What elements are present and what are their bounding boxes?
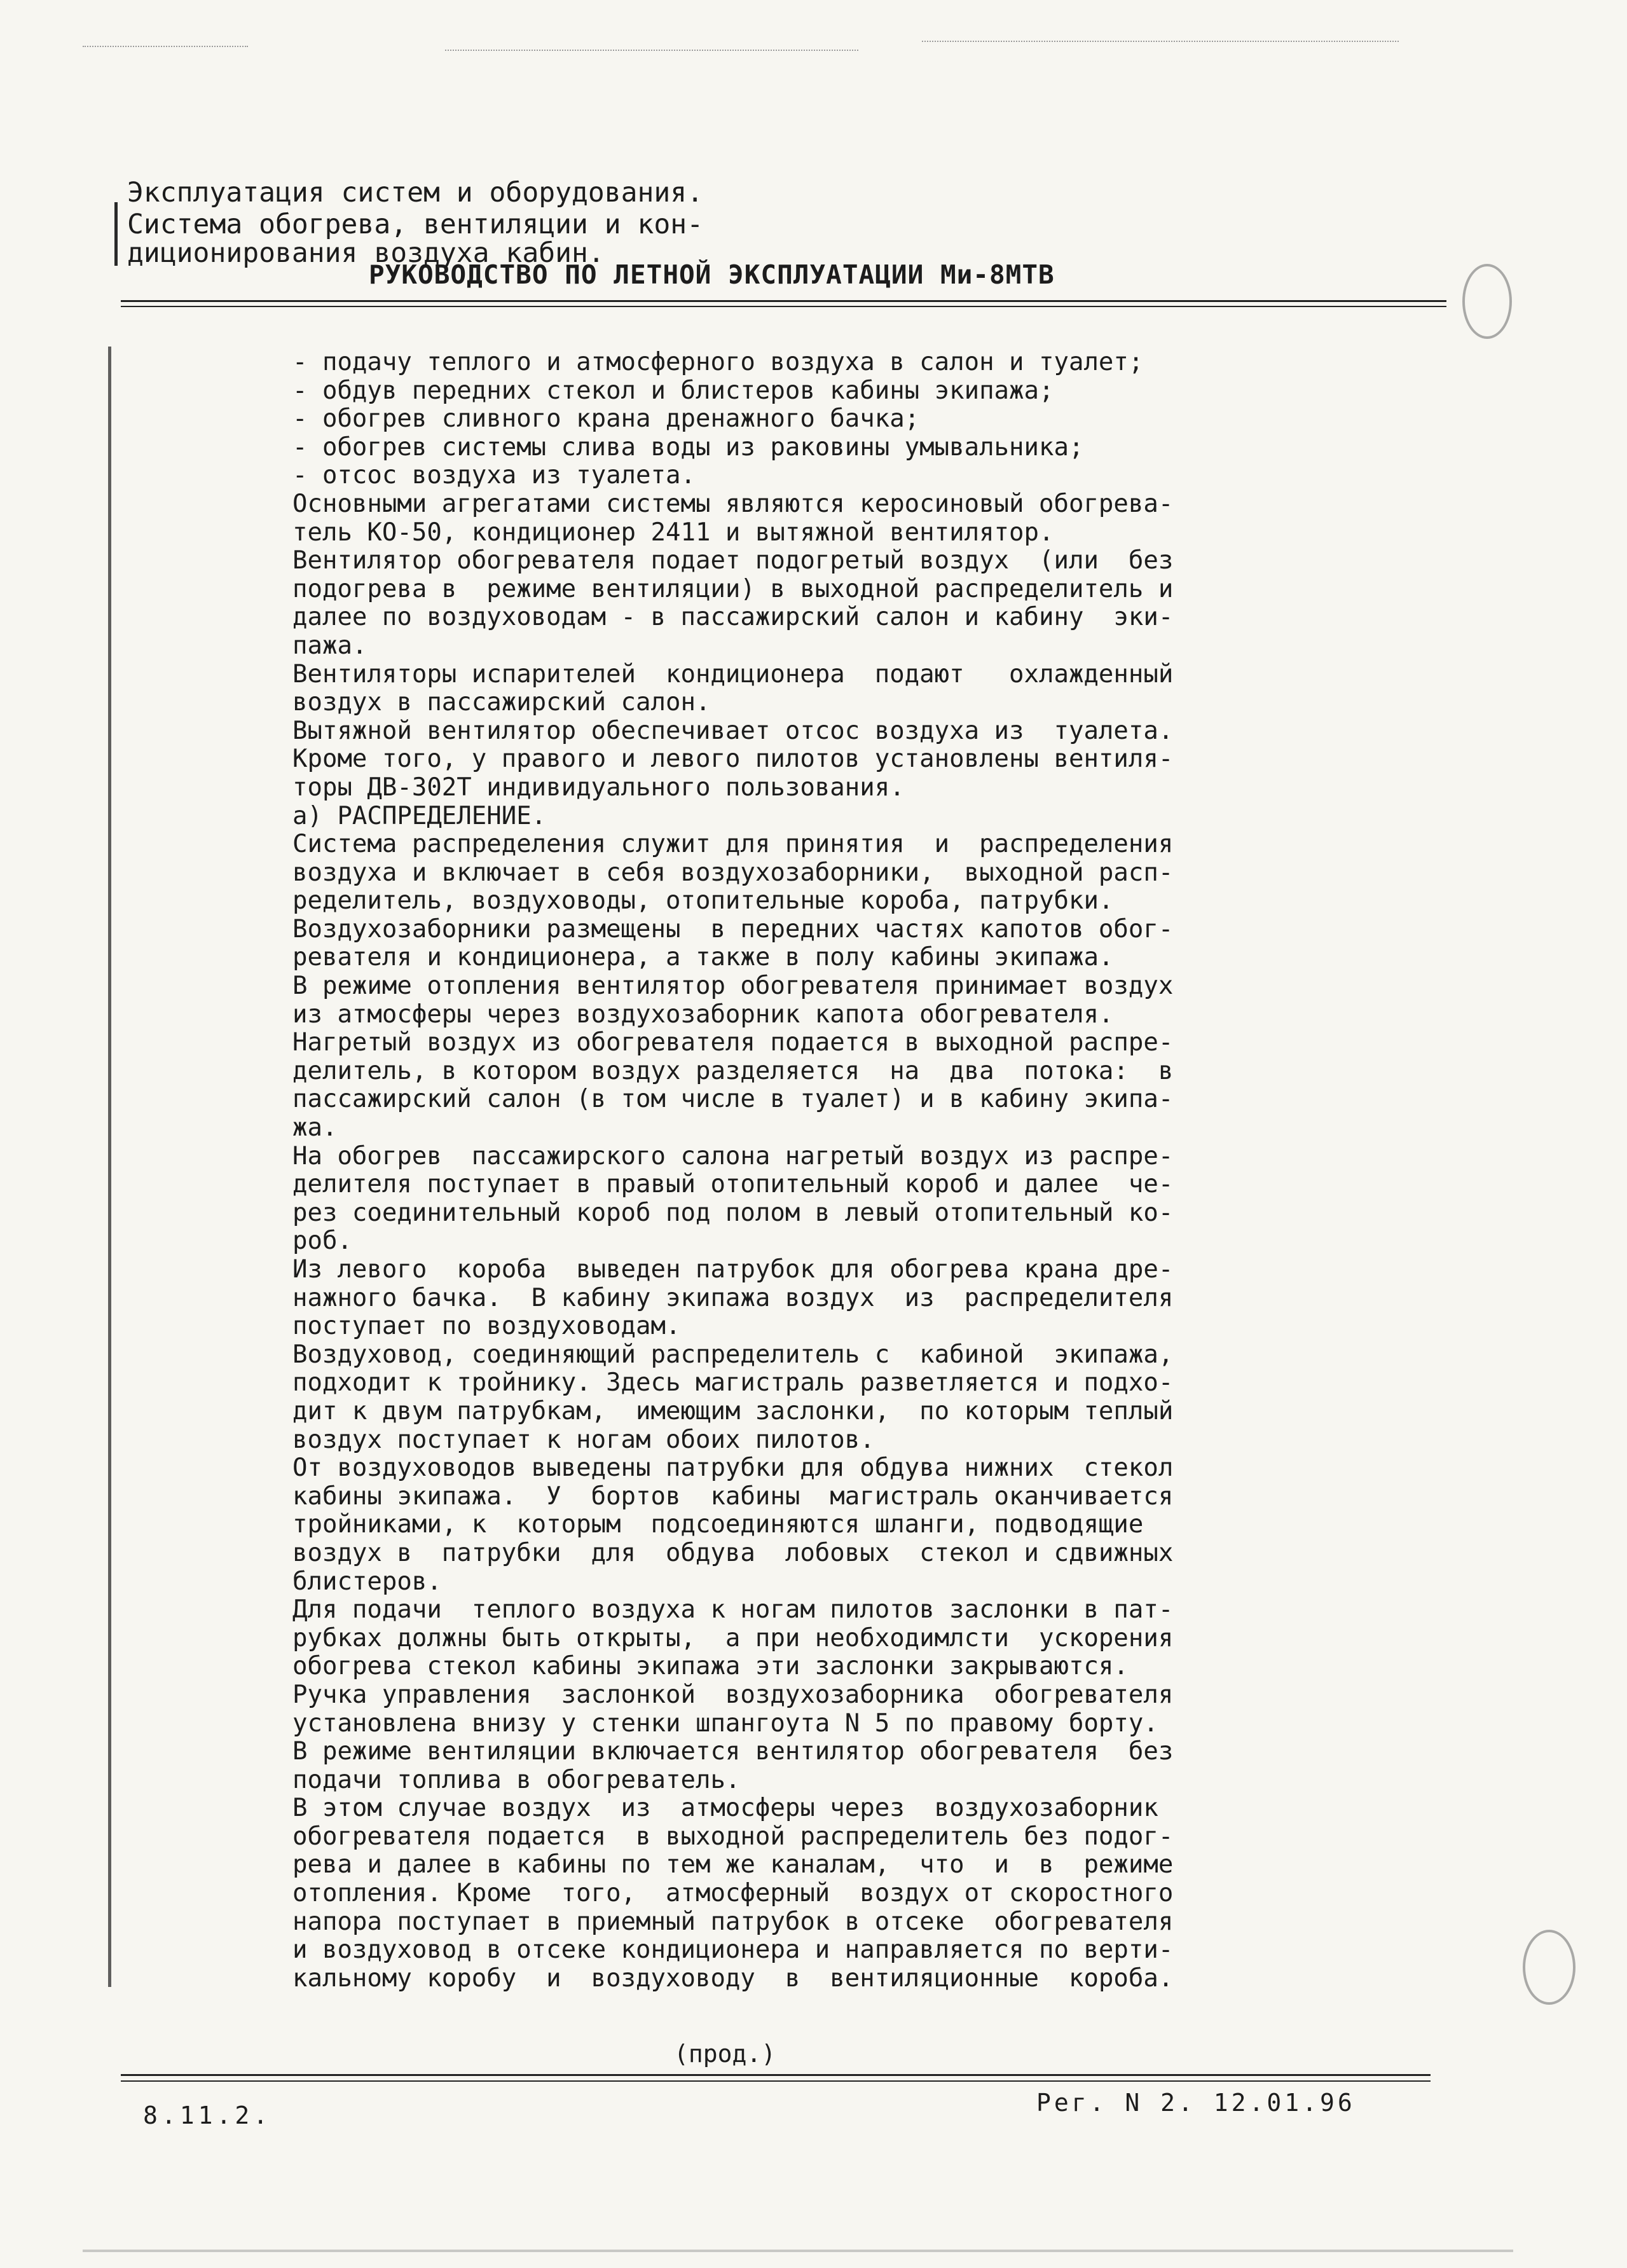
- header-line-2: Система обогрева, вентиляции и кон-: [127, 209, 704, 240]
- text-line: отопления. Кроме того, атмосферный воздух от скоростного: [292, 1879, 1174, 1908]
- text-line: рубках должны быть открыты, а при необходимлсти ускорения: [292, 1623, 1174, 1653]
- text-line: подогрева в режиме вентиляции) в выходной распределитель и: [292, 574, 1174, 603]
- text-line: Основными агрегатами системы являются керосиновый обогрева-: [292, 489, 1174, 518]
- scan-speck: [83, 46, 248, 47]
- text-line: Вентилятор обогревателя подает подогретый воздух (или без: [292, 546, 1174, 575]
- page-number: 8.11.2.: [143, 2101, 272, 2129]
- text-line: Вытяжной вентилятор обеспечивает отсос воздуха из туалета.: [292, 716, 1174, 745]
- text-line: - обогрев системы слива воды из раковины умывальника;: [292, 432, 1084, 462]
- text-line: воздух в пассажирский салон.: [292, 688, 711, 717]
- text-line: обогревателя подается в выходной распределитель без подог-: [292, 1822, 1174, 1851]
- text-line: и воздуховод в отсеке кондиционера и направляется по верти-: [292, 1935, 1174, 1965]
- text-line: пассажирский салон (в том числе в туалет) и в кабину экипа-: [292, 1085, 1174, 1114]
- text-line: из атмосферы через воздухозаборник капота обогревателя.: [292, 1000, 1114, 1029]
- text-line: В этом случае воздух из атмосферы через воздухозаборник: [292, 1794, 1158, 1823]
- document-title: РУКОВОДСТВО ПО ЛЕТНОЙ ЭКСПЛУАТАЦИИ Ми-8МТВ: [369, 259, 1055, 290]
- text-line: На обогрев пассажирского салона нагретый воздух из распре-: [292, 1141, 1174, 1171]
- text-line: установлена внизу у стенки шпангоута N 5 по правому борту.: [292, 1708, 1158, 1738]
- text-line: От воздуховодов выведены патрубки для обдува нижних стекол: [292, 1454, 1174, 1483]
- text-line: - обогрев сливного крана дренажного бачка;: [292, 404, 920, 434]
- text-line: Система распределения служит для принятия и распределения: [292, 830, 1174, 859]
- text-line: подачи топлива в обогреватель.: [292, 1765, 741, 1794]
- text-line: Вентиляторы испарителей кондиционера подают охлажденный: [292, 659, 1174, 689]
- text-line: Из левого короба выведен патрубок для обогрева крана дре-: [292, 1255, 1174, 1284]
- revision-margin-bar: [108, 347, 111, 1987]
- punch-hole: [1523, 1930, 1576, 2005]
- text-line: - обдув передних стекол и блистеров кабины экипажа;: [292, 376, 1054, 405]
- text-line: - подачу теплого и атмосферного воздуха в салон и туалет;: [292, 348, 1144, 376]
- text-line: делитель, в котором воздух разделяется на два потока: в: [292, 1056, 1174, 1085]
- text-line: кальному коробу и воздуховоду в вентиляционные короба.: [292, 1963, 1174, 1993]
- text-line: обогрева стекол кабины экипажа эти заслонки закрываются.: [292, 1652, 1129, 1681]
- text-line: нажного бачка. В кабину экипажа воздух из распределителя: [292, 1283, 1174, 1312]
- text-line: пажа.: [292, 631, 367, 660]
- text-line: делителя поступает в правый отопительный короб и далее че-: [292, 1170, 1174, 1199]
- header-line-1: Эксплуатация систем и оборудования.: [127, 177, 704, 209]
- text-line: блистеров.: [292, 1567, 442, 1596]
- scan-speck: [922, 41, 1399, 42]
- text-line: тройниками, к которым подсоединяются шланги, подводящие: [292, 1510, 1144, 1539]
- text-line: воздуха и включает в себя воздухозаборники, выходной расп-: [292, 858, 1174, 887]
- header-rule-bottom: [121, 306, 1446, 307]
- text-line: далее по воздуховодам - в пассажирский салон и кабину эки-: [292, 603, 1174, 632]
- text-line: Воздухозаборники размещены в передних частях капотов обог-: [292, 914, 1174, 944]
- text-line: В режиме отопления вентилятор обогревателя принимает воздух: [292, 972, 1174, 1001]
- text-line: подходит к тройнику. Здесь магистраль разветляется и подхо-: [292, 1368, 1174, 1398]
- text-line: ревателя и кондиционера, а также в полу кабины экипажа.: [292, 943, 1114, 972]
- text-line: жа.: [292, 1113, 338, 1143]
- scan-speck: [445, 50, 858, 51]
- text-line: дит к двум патрубкам, имеющим заслонки, по которым теплый: [292, 1396, 1174, 1426]
- text-line: Нагретый воздух из обогревателя подается в выходной распре-: [292, 1028, 1174, 1057]
- header-line-3: диционирования воздуха кабин.: [127, 237, 605, 269]
- text-line: Кроме того, у правого и левого пилотов установлены вентиля-: [292, 745, 1174, 774]
- registration-stamp: Рег. N 2. 12.01.96: [1036, 2089, 1356, 2117]
- punch-hole: [1462, 264, 1512, 339]
- text-line: поступает по воздуховодам.: [292, 1312, 681, 1341]
- text-line: рева и далее в кабины по тем же каналам, что и в режиме: [292, 1850, 1174, 1880]
- text-line: кабины экипажа. У бортов кабины магистраль оканчивается: [292, 1481, 1174, 1511]
- body-text: [292, 348, 1418, 1993]
- text-line: - отсос воздуха из туалета.: [292, 461, 696, 490]
- text-line: напора поступает в приемный патрубок в отсеке обогревателя: [292, 1907, 1174, 1936]
- bottom-edge: [83, 2250, 1513, 2252]
- text-line: Воздуховод, соединяющий распределитель с кабиной экипажа,: [292, 1340, 1174, 1369]
- footer-rule-top: [121, 2074, 1431, 2076]
- text-line: воздух в патрубки для обдува лобовых стекол и сдвижных: [292, 1538, 1174, 1567]
- text-line: торы ДВ-302Т индивидуального пользования.: [292, 773, 905, 802]
- text-line: воздух поступает к ногам обоих пилотов.: [292, 1425, 875, 1454]
- text-line: а) РАСПРЕДЕЛЕНИЕ.: [292, 801, 547, 830]
- text-line: Ручка управления заслонкой воздухозаборника обогревателя: [292, 1680, 1174, 1709]
- continuation-note: (прод.): [674, 2040, 776, 2068]
- text-line: Для подачи теплого воздуха к ногам пилотов заслонки в пат-: [292, 1595, 1174, 1625]
- text-line: тель КО-50, кондиционер 2411 и вытяжной вентилятор.: [292, 518, 1054, 547]
- text-line: рез соединительный короб под полом в левый отопительный ко-: [292, 1198, 1174, 1227]
- text-line: роб.: [292, 1227, 352, 1256]
- text-line: ределитель, воздуховоды, отопительные короба, патрубки.: [292, 886, 1114, 916]
- footer-rule-bottom: [121, 2080, 1431, 2082]
- header-margin-bar: [114, 202, 118, 266]
- text-line: В режиме вентиляции включается вентилятор обогревателя без: [292, 1737, 1174, 1766]
- header-rule-top: [121, 300, 1446, 302]
